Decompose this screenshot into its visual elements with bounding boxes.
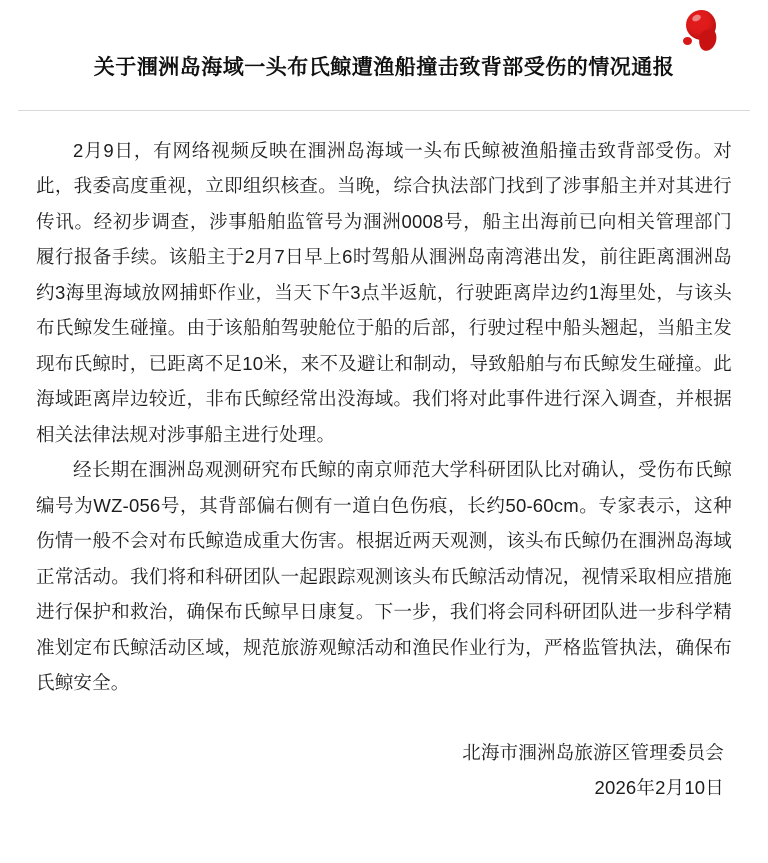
paragraph-2: 经长期在涠洲岛观测研究布氏鲸的南京师范大学科研团队比对确认，受伤布氏鲸编号为WZ-056号，其背部偏右侧有一道白色伤痕，长约50-60cm。专家表示，这种伤情一般不会对布氏鲸造成重大伤害。根据近两天观测，该头布氏鲸仍在涠洲岛海域正常活动。我们将和科研团队一起跟踪观测该头布氏鲸活动情况，视情采取相应措施进行保护和救治，确保布氏鲸早日康复。下一步，我们将会同科研团队进一步科学精准划定布氏鲸活动区域，规范旅游观鲸活动和渔民作业行为，严格监管执法，确保布氏鲸安全。 [36, 459, 732, 694]
signature-organization: 北海市涠洲岛旅游区管理委员会 [462, 741, 724, 763]
paragraph-1: 2月9日，有网络视频反映在涠洲岛海域一头布氏鲸被渔船撞击致背部受伤。对此，我委高度重视，立即组织核查。当晚，综合执法部门找到了涉事船主并对其进行传讯。经初步调查，涉事船舶监管号为涠洲0008号，船主出海前已向相关管理部门履行报备手续。该船主于2月7日早上6时驾船从涠洲岛南湾港出发，前往距离涠洲岛约3海里海域放网捕虾作业，当天下午3点半返航，行驶距离岸边约1海里处，与该头布氏鲸发生碰撞。由于该船舶驾驶舱位于船的后部，行驶过程中船头翘起，当船主发现布氏鲸时，已距离不足10米，来不及避让和制动，导致船舶与布氏鲸发生碰撞。此海域距离岸边较近，非布氏鲸经常出没海域。我们将对此事件进行深入调查，并根据相关法律法规对涉事船主进行处理。 [36, 139, 732, 445]
signature-block [0, 701, 768, 805]
signature-date: 2026年2月10日 [594, 776, 724, 798]
document-body [0, 111, 768, 701]
page-title: 关于涠洲岛海域一头布氏鲸遭渔船撞击致背部受伤的情况通报 [93, 56, 675, 79]
